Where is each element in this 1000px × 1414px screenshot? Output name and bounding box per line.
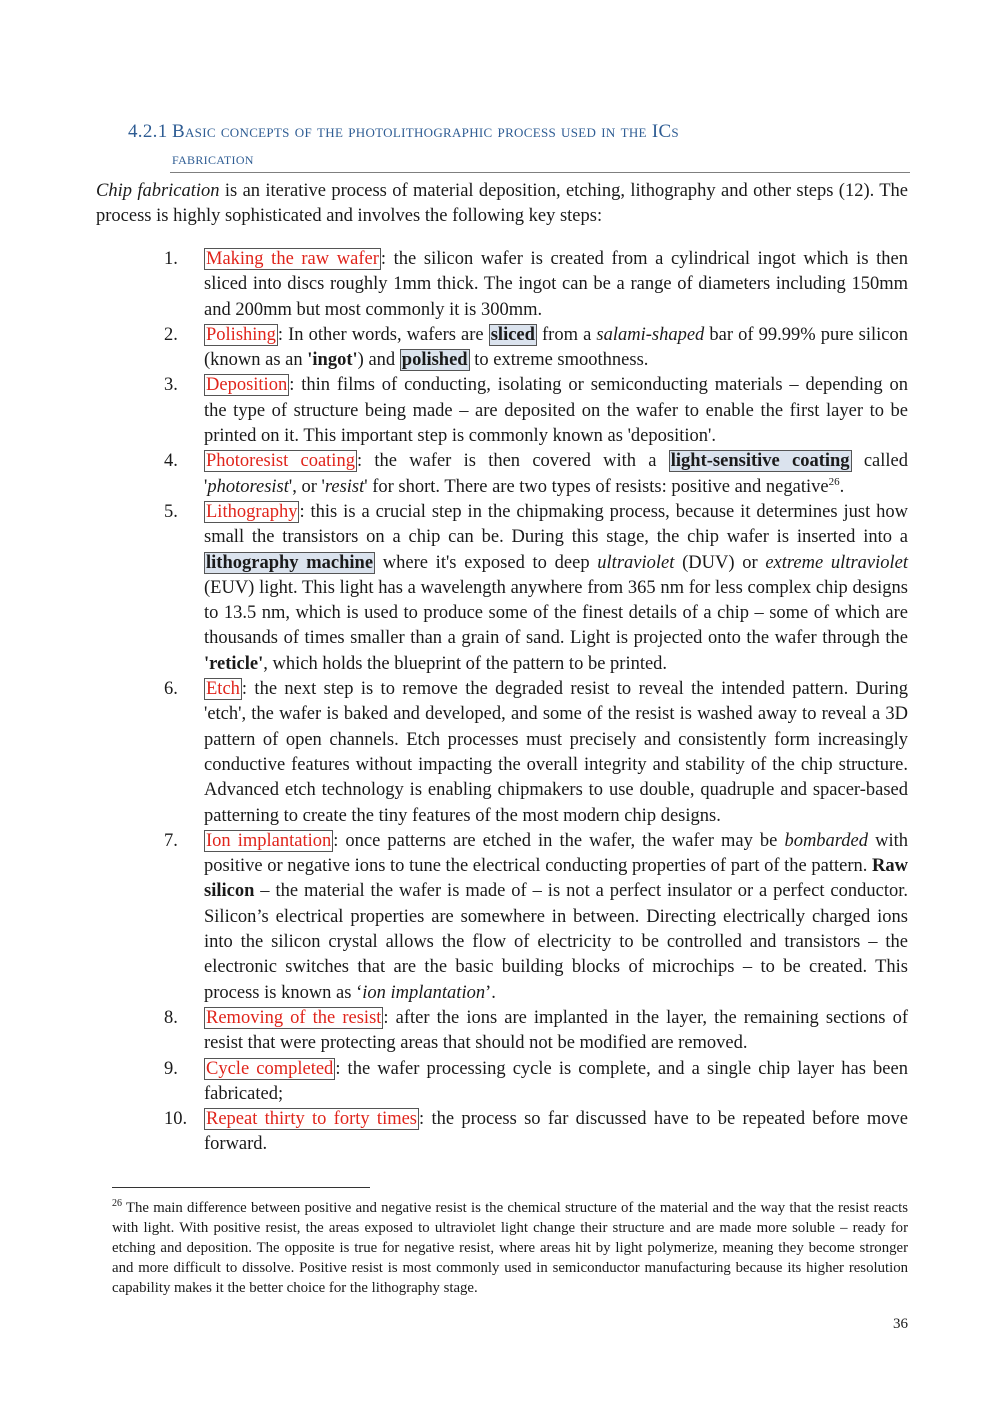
italic-text: photoresist [207,476,289,497]
steps-list [160,247,908,1158]
list-item [160,323,908,374]
list-item [160,829,908,1006]
step-text: ', or ' [288,476,325,497]
step-text: : the next step is to remove the degraded resist to reveal the intended pattern. During 'etch', the wafer is baked and developed, and some of the resist is washed away to reveal a 3D pattern of open channels. Etch processes must precisely and consistently form increasingly conductive features without impacting the overall integrity and stability of the chip structure. Advanced etch technology is enabling chipmakers to use double, quadruple and spacer-based patterning to create the tiny features of the most modern chip designs. [204,679,908,826]
step-text: from a [536,324,597,345]
step-text: : the wafer processing cycle is complete, and a single chip layer has been fabricated; [204,1058,908,1104]
footnote-text: The main difference between positive and negative resist is the chemical structure of the material and the way that the resist reacts with light. With positive resist, the areas exposed to ultraviolet light change their structure and are made more soluble – ready for etching and deposition. The opposite is true for negative resist, where areas hit by light polymerize, meaning they become stronger and more difficult to dissolve. Positive resist is most commonly used in semiconductor manufacturing because its higher resolution capability makes it the better choice for the lithography stage. [112,1200,908,1296]
highlight-term: polished [401,350,468,371]
italic-text: ultraviolet [597,552,675,573]
step-text: : after the ions are implanted in the layer, the remaining sections of resist that were protecting areas that should not be modified are removed. [204,1007,908,1054]
step-text: with positive or negative ions to tune the electrical conducting properties of part of the pattern. [204,830,908,877]
item-number: 9. [164,1058,178,1079]
italic-text: resist [324,476,365,497]
highlight-term: lithography machine [206,552,374,573]
section-title-line2: fabrication [172,149,254,168]
italic-text: extreme ultraviolet [765,552,908,573]
bold-text: Raw silicon [204,856,908,902]
footnote-ref[interactable]: 26 [828,475,840,488]
italic-text: salami-shaped [596,324,705,345]
step-text: : In other words, wafers are [277,324,489,345]
step-text: : thin films of conducting, isolating or semiconducting materials – depending on the type of structure being made – are deposited on the wafer to enable the first layer to be printed on it. This important step is commonly known as 'deposition'. [204,375,908,447]
item-number: 8. [164,1007,178,1028]
footnote-mark: 26 [112,1198,122,1210]
step-text: : this is a crucial step in the chipmaking process, because it determines just how small the transistors on a chip can be. During this stage, the chip wafer is inserted into a [204,501,908,548]
heading-divider [170,172,910,173]
step-text: where it's exposed to deep [375,552,598,573]
item-number: 6. [164,679,178,700]
step-text: , which holds the blueprint of the pattern to be printed. [263,653,668,674]
bold-text: 'ingot' [307,350,358,371]
step-term: Cycle completed [206,1058,334,1079]
step-term: Polishing [206,324,276,345]
step-text: : once patterns are etched in the wafer, the wafer may be [333,830,785,851]
step-text: – the material the wafer is made of – is not a perfect insulator or a perfect conductor. Silicon’s electrical properties are somewhere in between. Directing electrically charged ions into the silicon crystal allows the flow of electricity to be controlled and transistors – the electronic switches that are the basic building blocks of microchips – to be created. This process is known as ‘ [204,881,908,1003]
list-item [160,373,908,449]
footnote [112,1198,908,1298]
item-number: 1. [164,249,178,269]
list-item [160,500,908,677]
intro-paragraph [96,179,908,229]
step-term: Lithography [206,501,298,522]
step-term: Making the raw wafer [206,249,379,269]
list-item [160,1107,908,1158]
intro-text: is an iterative process of material deposition, etching, lithography and other steps (12). The process is highly sophisticated and involves the following key steps: [96,181,909,226]
list-item [160,677,908,829]
step-text: to extreme smoothness. [469,350,649,371]
item-number: 4. [164,451,178,472]
step-text: ) and [357,350,400,371]
step-text: . [839,476,845,497]
item-number: 7. [164,830,178,851]
step-term: Etch [206,679,240,700]
list-item [160,1006,908,1057]
item-number: 3. [164,375,178,396]
step-text: : the process so far discussed have to be repeated before move forward. [204,1109,908,1155]
step-text: : the wafer is then covered with a [356,451,669,472]
footnote-divider [112,1187,370,1188]
step-term: Repeat thirty to forty times [206,1109,418,1130]
step-term: Ion implantation [206,830,332,851]
list-item [160,449,908,500]
step-term: Photoresist coating [206,451,355,472]
item-number: 2. [164,324,178,345]
step-text: (DUV) or [674,552,766,573]
section-heading [128,118,908,172]
step-text: ’. [485,982,496,1003]
step-text: called ' [204,451,908,497]
step-term: Removing of the resist [206,1007,382,1028]
step-text: (EUV) light. This light has a wavelength anywhere from 365 nm for less complex chip designs to 13.5 nm, which is used to produce some of the finest details of a chip – some of which are thousands of times smaller than a grain of sand. Light is projected onto the wafer through the [204,577,908,649]
item-number: 5. [164,501,178,522]
step-text: : the silicon wafer is created from a cylindrical ingot which is then sliced into discs roughly 1mm thick. The ingot can be a range of diameters including 150mm and 200mm but most commonly it is 300mm. [204,249,908,320]
intro-lead: Chip fabrication [96,181,220,201]
step-text: bar of 99.99% pure silicon (known as an [204,324,908,371]
step-term: Deposition [206,375,288,396]
section-title-line1: Basic concepts of the photolithographic process used in the ICs [172,121,679,142]
list-item [160,1057,908,1108]
page-number: 36 [893,1316,908,1332]
section-number: 4.2.1 [128,121,168,142]
bold-text: 'reticle' [204,653,264,674]
highlight-term: sliced [490,324,535,345]
list-item [160,247,908,323]
italic-text: ion implantation [362,982,486,1003]
step-text: ' for short. There are two types of resists: positive and negative [364,476,829,497]
item-number: 10. [164,1109,188,1130]
highlight-term: light-sensitive coating [670,451,850,472]
italic-text: bombarded [784,830,869,851]
